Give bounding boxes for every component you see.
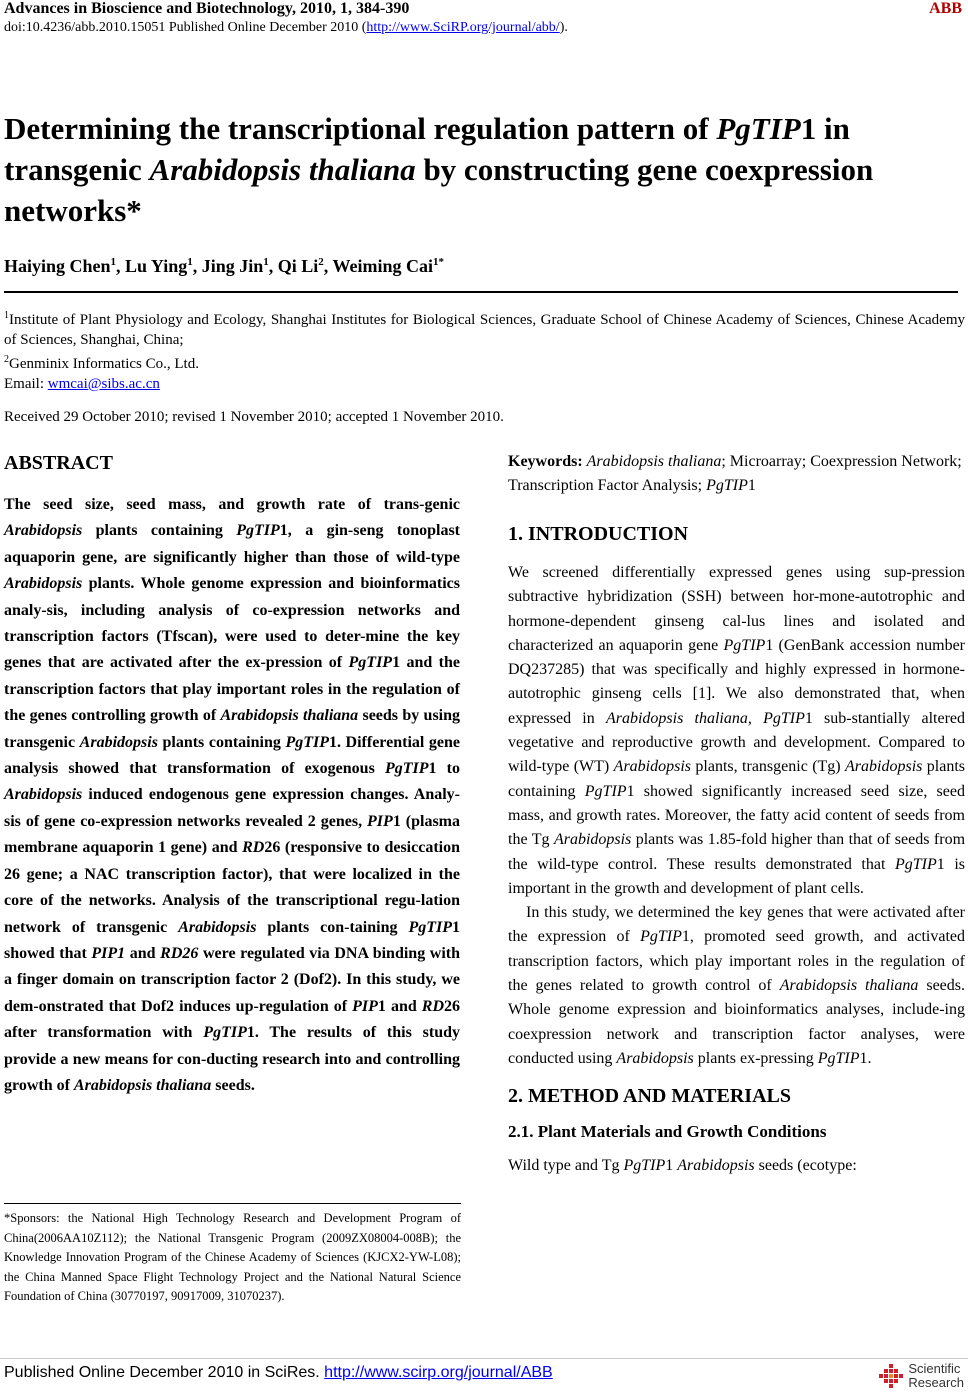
journal-citation: Advances in Bioscience and Biotechnology, 2010, 1, 384-390 xyxy=(4,0,410,17)
methods-heading: 2. METHOD AND MATERIALS xyxy=(508,1085,791,1108)
logo-icon xyxy=(878,1363,904,1389)
abstract-column xyxy=(4,448,460,1099)
footer-divider xyxy=(0,1358,968,1359)
keywords: Keywords: Arabidopsis thaliana; Microarray; Coexpression Network; Transcription Factor Analysis; PgTIP1 xyxy=(508,453,962,494)
main-column xyxy=(508,450,965,1179)
methods-subheading: 2.1. Plant Materials and Growth Conditions xyxy=(508,1122,827,1142)
affiliation-2: $^2$Genminix Informatics Co., Ltd. xyxy=(4,354,199,372)
abstract-heading: ABSTRACT xyxy=(4,452,113,474)
affiliation-1: $^1$Institute of Plant Physiology and Ecology, Shanghai Institutes for Biological Sciences, Graduate School of Chinese Academy of Sciences, Chinese Academy of Sciences, Shanghai, China; xyxy=(4,310,965,348)
paper-title: Determining the transcriptional regulation pattern of PgTIP1 in transgenic Arabidopsis thaliana by constructing gene coexpression networks* xyxy=(4,111,874,228)
sponsor-footnote: *Sponsors: the National High Technology Research and Development Program of China(2006AA10Z112); the National Transgenic Program (2009ZX08004-008B); the Knowledge Innovation Program of the Chinese Academy of Sciences (KJCX2-YW-L08); the China Manned Space Flight Technology Project and the National Natural Science Foundation of China (30770197, 90917009, 31070237). xyxy=(4,1211,461,1303)
title-divider xyxy=(4,291,958,293)
email-link[interactable]: wmcai@sibs.ac.cn xyxy=(47,376,160,392)
affiliations xyxy=(4,306,965,394)
journal-link[interactable]: http://www.SciRP.org/journal/abb/ xyxy=(366,20,560,35)
journal-header xyxy=(4,0,964,18)
intro-paragraph-2: In this study, we determined the key genes that were activated after the expression of PgTIP1, promoted seed growth, and activated transcription factors, which play important roles in the regulation of the genes related to growth control of Arabidopsis thaliana seeds. Whole genome expression and bioinformatics analyses, include-ing coexpression network and transcription factor analyses, were conducted using Arabidopsis plants ex-pressing PgTIP1. xyxy=(508,904,966,1067)
scientific-research-logo: Scientific Research xyxy=(878,1362,964,1390)
abstract-text: The seed size, seed mass, and growth rate of trans-genic Arabidopsis plants containing PgTIP1, a gin-seng tonoplast aquaporin gene, are significantly higher than those of wild-type Arabidopsis plants. Whole genome expression and bioinformatics analy-sis, including analysis of co-expression networks and transcription factors (Tfscan), were used to deter-mine the key genes that are activated after the ex-pression of PgTIP1 and the transcription factors that play important roles in the regulation of the genes controlling growth of Arabidopsis thaliana seeds by using transgenic Arabidopsis plants containing PgTIP1. Differential gene analysis showed that transformation of exogenous PgTIP1 to Arabidopsis induced endogenous gene expression changes. Analy-sis of gene co-expression networks revealed 2 genes, PIP1 (plasma membrane aquaporin 1 gene) and RD26 (responsive to desiccation 26 gene; a NAC transcription factor), that were localized in the core of the networks. Analysis of the transcriptional regu-lation network of transgenic Arabidopsis plants con-taining PgTIP1 showed that PIP1 and RD26 were regulated via DNA binding with a finger domain on transcription factor 2 (Dof2). In this study, we dem-onstrated that Dof2 induces up-regulation of PIP1 and RD26 after transformation with PgTIP1. The results of this study provide a new means for con-ducting research into and controlling growth of Arabidopsis thaliana seeds. xyxy=(4,496,461,1094)
doi-line: doi:10.4236/abb.2010.15051 Published Online December 2010 (http://www.SciRP.org/journal/abb/). xyxy=(4,20,568,35)
intro-heading: 1. INTRODUCTION xyxy=(508,523,689,545)
author-list: Haiying Chen$^1$, Lu Ying$^1$, Jing Jin$^1$, Qi Li$^2$, Weiming Cai$^{1*}$ xyxy=(4,256,444,276)
footnote-divider xyxy=(4,1203,461,1204)
footer-link[interactable]: http://www.scirp.org/journal/ABB xyxy=(324,1364,553,1381)
intro-paragraph-1: We screened differentially expressed genes using sup-pression subtractive hybridization (SSH) between hor-mone-autotrophic and hormone-dependent ginseng cal-lus lines and isolated and characterized an aquaporin gene PgTIP1 (GenBank accession number DQ237285) that was specifically and highly expressed in hormone-autotrophic ginseng cells [1]. We also demonstrated that, when expressed in Arabidopsis thaliana, PgTIP1 sub-stantially altered vegetative and reproductive growth and development. Compared to wild-type (WT) Arabidopsis plants, transgenic (Tg) Arabidopsis plants containing PgTIP1 showed significantly increased seed size, seed mass, and growth rates. Moreover, the fatty acid content of seeds from the Tg Arabidopsis plants was 1.85-fold higher than that of seeds from the wild-type control. These results demonstrated that PgTIP1 is important in the growth and development of plant cells. xyxy=(508,564,966,897)
journal-abbr: ABB xyxy=(929,0,962,17)
received-dates: Received 29 October 2010; revised 1 November 2010; accepted 1 November 2010. xyxy=(4,409,504,425)
email-line: Email: wmcai@sibs.ac.cn xyxy=(4,376,160,392)
footer: Published Online December 2010 in SciRes. http://www.scirp.org/journal/ABB xyxy=(4,1364,553,1381)
methods-paragraph-1: Wild type and Tg PgTIP1 Arabidopsis seeds (ecotype: xyxy=(508,1157,857,1175)
